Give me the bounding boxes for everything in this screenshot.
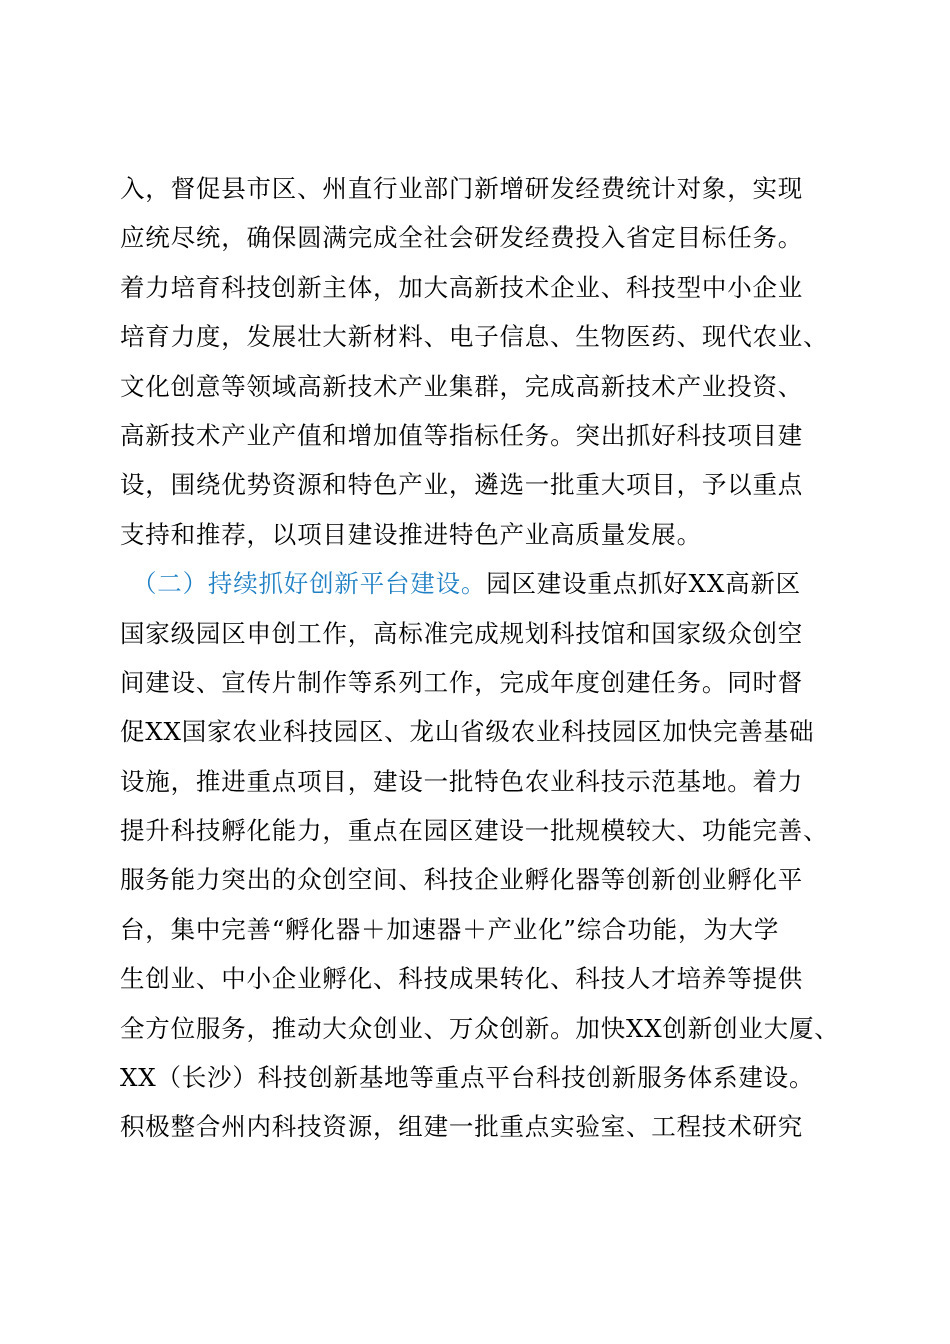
text-line: 促XX国家农业科技园区、龙山省级农业科技园区加快完善基础 [120, 717, 815, 747]
text-line: 生创业、中小企业孵化、科技成果转化、科技人才培养等提供 [120, 964, 804, 994]
text-line: 设施，推进重点项目，建设一批特色农业科技示范基地。着力 [120, 766, 804, 796]
text-line: 着力培育科技创新主体，加大高新技术企业、科技型中小企业 [120, 272, 804, 302]
section-first-line-text: 园区建设重点抓好XX高新区 [486, 569, 801, 599]
text-line: 提升科技孵化能力，重点在园区建设一批规模较大、功能完善、 [120, 816, 829, 846]
text-line: 服务能力突出的众创空间、科技企业孵化器等创新创业孵化平 [120, 865, 804, 895]
text-line: 入，督促县市区、州直行业部门新增研发经费统计对象，实现 [120, 174, 804, 203]
text-line: 设，围绕优势资源和特色产业，遴选一批重大项目，予以重点 [120, 470, 804, 500]
body-text [120, 164, 880, 1152]
text-line: 积极整合州内科技资源，组建一批重点实验室、工程技术研究 [120, 1112, 804, 1142]
text-line: 文化创意等领域高新技术产业集群，完成高新技术产业投资、 [120, 371, 804, 401]
text-line: 培育力度，发展壮大新材料、电子信息、生物医药、现代农业、 [120, 322, 829, 352]
section-heading: （二）持续抓好创新平台建设。 [132, 569, 487, 599]
text-line: XX（长沙）科技创新基地等重点平台科技创新服务体系建设。 [120, 1063, 815, 1093]
text-line: 间建设、宣传片制作等系列工作，完成年度创建任务。同时督 [120, 667, 804, 697]
text-line: 支持和推荐，以项目建设推进特色产业高质量发展。 [120, 519, 702, 549]
text-line: 应统尽统，确保圆满完成全社会研发经费投入省定目标任务。 [120, 223, 804, 253]
text-line: 国家级园区申创工作，高标准完成规划科技馆和国家级众创空 [120, 618, 804, 648]
text-line: 全方位服务，推动大众创业、万众创新。加快XX创新创业大厦、 [120, 1013, 840, 1043]
section-first-line [120, 559, 880, 608]
text-line: 台，集中完善“孵化器＋加速器＋产业化”综合功能，为大学 [120, 914, 780, 944]
text-line: 高新技术产业产值和增加值等指标任务。突出抓好科技项目建 [120, 420, 804, 450]
